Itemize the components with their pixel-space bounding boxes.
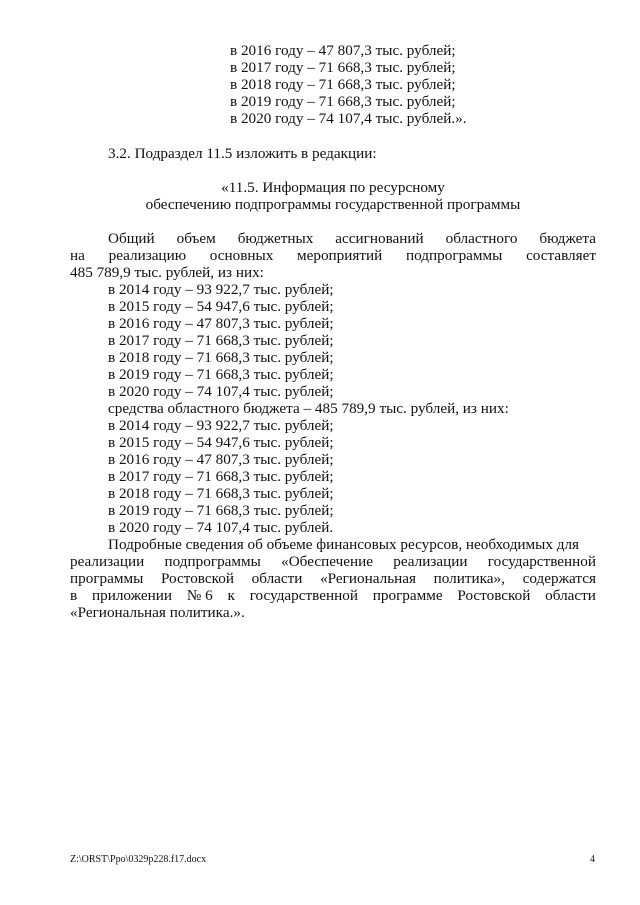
para1-line1-words (108, 230, 596, 247)
final-para-line5: «Региональная политика.». (70, 604, 245, 621)
word: Общий (108, 230, 155, 247)
final-para-line3-words (70, 570, 596, 587)
list-total-item: в 2015 году – 54 947,6 тыс. рублей; (108, 298, 334, 315)
para1-line1 (70, 230, 596, 247)
page-number: 4 (590, 854, 595, 865)
list-regional-item: в 2020 году – 74 107,4 тыс. рублей. (108, 519, 334, 536)
word: областного (445, 230, 518, 247)
word: приложении (91, 587, 173, 604)
word: политика», (433, 570, 505, 587)
final-para-line4 (70, 587, 596, 604)
top-list-item: в 2020 году – 74 107,4 тыс. рублей.». (230, 110, 467, 127)
word: «Региональная (320, 570, 416, 587)
list-total-item: в 2016 году – 47 807,3 тыс. рублей; (108, 315, 334, 332)
regional-budget-line: средства областного бюджета – 485 789,9 тыс. рублей, из них: (108, 400, 509, 417)
list-regional-item: в 2017 году – 71 668,3 тыс. рублей; (108, 468, 334, 485)
word: объем (176, 230, 216, 247)
list-total-item: в 2020 году – 74 107,4 тыс. рублей; (108, 383, 334, 400)
word: мероприятий (297, 247, 383, 264)
word: Ростовской (457, 587, 531, 604)
word: ассигнований (335, 230, 424, 247)
final-para-line1: Подробные сведения об объеме финансовых ресурсов, необходимых для (108, 536, 580, 553)
section-heading-line2: обеспечению подпрограммы государственной программы (145, 196, 521, 213)
body-text-block (70, 230, 596, 621)
list-regional-item: в 2018 году – 71 668,3 тыс. рублей; (108, 485, 334, 502)
word: государственной (487, 553, 596, 570)
word: программе (372, 587, 443, 604)
word: в (70, 587, 78, 604)
list-regional-item: в 2014 году – 93 922,7 тыс. рублей; (108, 417, 334, 434)
word: основных (209, 247, 274, 264)
para1-line2 (70, 247, 596, 264)
final-para-line4-words (70, 587, 596, 604)
word: на (70, 247, 85, 264)
list-total-item: в 2014 году – 93 922,7 тыс. рублей; (108, 281, 334, 298)
top-list-item: в 2016 году – 47 807,3 тыс. рублей; (230, 42, 456, 59)
word: подпрограммы (164, 553, 261, 570)
word: содержатся (522, 570, 596, 587)
word: № 6 (186, 587, 213, 604)
word: бюджета (539, 230, 596, 247)
word: области (251, 570, 303, 587)
footer-file-path: Z:\ORST\Ppo\0329p228.f17.docx (70, 854, 207, 865)
word: подпрограммы (406, 247, 503, 264)
word: бюджетных (237, 230, 314, 247)
word: к (227, 587, 235, 604)
list-regional-item: в 2019 году – 71 668,3 тыс. рублей; (108, 502, 334, 519)
list-regional-item: в 2015 году – 54 947,6 тыс. рублей; (108, 434, 334, 451)
list-total-item: в 2019 году – 71 668,3 тыс. рублей; (108, 366, 334, 383)
word: государственной (249, 587, 358, 604)
section-heading-line1: «11.5. Информация по ресурсному (221, 179, 445, 196)
list-total-item: в 2017 году – 71 668,3 тыс. рублей; (108, 332, 334, 349)
final-para-line3 (70, 570, 596, 587)
word: программы (70, 570, 144, 587)
list-regional-item: в 2016 году – 47 807,3 тыс. рублей; (108, 451, 334, 468)
para1-line2-words (70, 247, 596, 264)
amendment-instruction: 3.2. Подраздел 11.5 изложить в редакции: (108, 145, 377, 162)
word: Ростовской (160, 570, 234, 587)
word: реализации (393, 553, 468, 570)
final-para-line2 (70, 553, 596, 570)
list-total-item: в 2018 году – 71 668,3 тыс. рублей; (108, 349, 334, 366)
para1-line3: 485 789,9 тыс. рублей, из них: (70, 264, 264, 281)
final-para-line2-words (70, 553, 596, 570)
word: области (545, 587, 596, 604)
word: составляет (526, 247, 596, 264)
word: «Обеспечение (281, 553, 373, 570)
top-list-item: в 2019 году – 71 668,3 тыс. рублей; (230, 93, 456, 110)
word: реализации (70, 553, 145, 570)
word: реализацию (108, 247, 187, 264)
top-list-item: в 2018 году – 71 668,3 тыс. рублей; (230, 76, 456, 93)
top-list-item: в 2017 году – 71 668,3 тыс. рублей; (230, 59, 456, 76)
